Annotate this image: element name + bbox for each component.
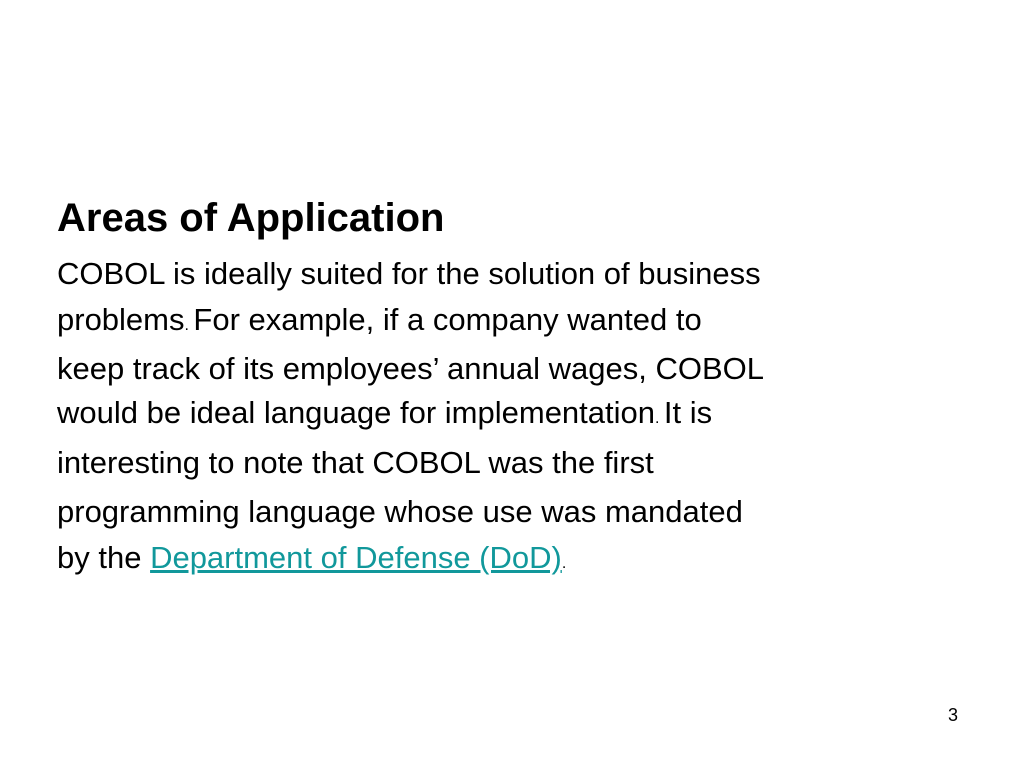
body-line-2	[57, 301, 702, 345]
body-text: would be ideal language for implementation	[57, 395, 656, 430]
body-line-1	[57, 255, 761, 293]
body-text: problems	[57, 302, 185, 337]
small-period: .	[655, 410, 664, 427]
body-line-5	[57, 444, 654, 482]
page-number: 3	[948, 705, 959, 725]
dod-link[interactable]: Department of Defense (DoD)	[150, 540, 562, 575]
body-line-4	[57, 394, 712, 438]
body-text: interesting to note that COBOL was the first	[57, 445, 654, 480]
body-line-7	[57, 539, 566, 583]
small-period: .	[184, 317, 194, 334]
body-line-6	[57, 493, 743, 531]
small-period: .	[561, 555, 567, 572]
body-text: It is	[663, 395, 713, 430]
body-text: keep track of its employees’ annual wages, COBOL	[57, 351, 765, 386]
body-line-3	[57, 350, 764, 388]
body-text: COBOL is ideally suited for the solution of business	[57, 256, 761, 291]
slide-title: Areas of Application	[57, 196, 445, 240]
body-text: by the	[57, 540, 151, 575]
body-text: For example, if a company wanted to	[193, 302, 702, 337]
body-text: programming language whose use was mandated	[57, 494, 743, 529]
